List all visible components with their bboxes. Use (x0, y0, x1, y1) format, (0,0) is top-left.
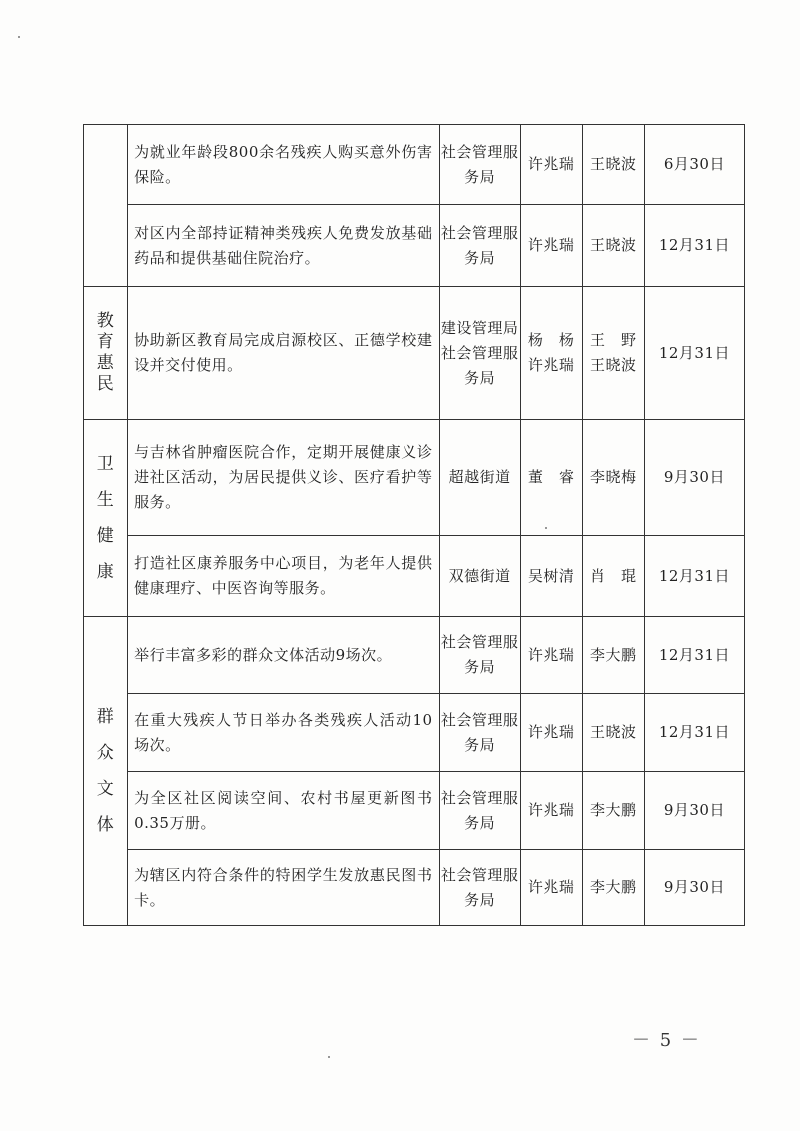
unit-cell (439, 772, 520, 850)
table-row (84, 125, 745, 205)
unit-label: 超越街道 (448, 468, 511, 486)
unit-cell (439, 205, 520, 287)
unit-label: 社会管理服务局 (440, 865, 519, 909)
table-row (84, 850, 745, 926)
page-number: － 5 － (632, 1030, 701, 1051)
deadline-cell: 12月31日 (644, 694, 744, 772)
leader-cell (520, 694, 582, 772)
table-row (84, 536, 745, 617)
unit-cell (439, 617, 520, 694)
leader-name: 许兆瑞 (527, 155, 575, 173)
deadline-cell: 12月31日 (644, 617, 744, 694)
leader-cell (520, 125, 582, 205)
category-label: 教育惠民 (96, 311, 115, 394)
task-cell: 协助新区教育局完成启源校区、正德学校建设并交付使用。 (128, 287, 439, 420)
leader-cell (520, 420, 582, 536)
task-cell: 举行丰富多彩的群众文体活动9场次。 (128, 617, 439, 694)
owner-name: 李大鹏 (590, 801, 637, 819)
unit-label: 双德街道 (448, 566, 511, 585)
task-cell: 对区内全部持证精神类残疾人免费发放基础药品和提供基础住院治疗。 (128, 205, 439, 287)
task-cell: 与吉林省肿瘤医院合作，定期开展健康义诊进社区活动，为居民提供义诊、医疗看护等服务。 (128, 420, 439, 536)
owner-cell (582, 536, 644, 617)
category-cell (84, 125, 128, 287)
unit-cell (439, 420, 520, 536)
deadline-cell: 12月31日 (644, 205, 744, 287)
deadline-cell: 12月31日 (644, 287, 744, 420)
leader-name: 许兆瑞 (527, 801, 575, 819)
table-row (84, 420, 745, 536)
unit-label: 社会管理服务局 (440, 142, 519, 186)
unit-label: 建设管理局社会管理服务局 (440, 318, 519, 387)
table-row (84, 772, 745, 850)
category-label: 卫生健康 (96, 454, 115, 582)
category-label: 群众文体 (96, 707, 115, 835)
leader-name: 许兆瑞 (527, 878, 575, 896)
scan-speck (545, 527, 547, 529)
table-row (84, 287, 745, 420)
deadline-cell: 6月30日 (644, 125, 744, 205)
category-cell (84, 617, 128, 926)
category-cell (84, 420, 128, 617)
owner-cell (582, 694, 644, 772)
leader-cell (520, 772, 582, 850)
leader-cell (520, 287, 582, 420)
leader-name: 吴树清 (527, 566, 575, 585)
owner-name: 王晓波 (590, 723, 637, 741)
leader-name: 许兆瑞 (527, 356, 575, 374)
owner-cell (582, 420, 644, 536)
unit-label: 社会管理服务局 (440, 633, 519, 676)
unit-cell (439, 287, 520, 420)
owner-name: 王晓波 (590, 155, 637, 173)
leader-cell (520, 536, 582, 617)
leader-cell (520, 205, 582, 287)
leader-name: 许兆瑞 (527, 236, 575, 254)
unit-label: 社会管理服务局 (440, 788, 519, 832)
unit-label: 社会管理服务局 (440, 223, 519, 267)
leader-name: 董 睿 (527, 468, 575, 486)
table-row (84, 205, 745, 287)
owner-name: 李大鹏 (590, 645, 637, 664)
owner-name: 王 野 (590, 331, 637, 349)
owner-cell (582, 772, 644, 850)
unit-cell (439, 694, 520, 772)
unit-cell (439, 125, 520, 205)
unit-label: 社会管理服务局 (440, 710, 519, 754)
table-row (84, 617, 745, 694)
scan-speck (328, 1056, 330, 1058)
task-cell: 为就业年龄段800余名残疾人购买意外伤害保险。 (128, 125, 439, 205)
owner-cell (582, 850, 644, 926)
task-cell: 为辖区内符合条件的特困学生发放惠民图书卡。 (128, 850, 439, 926)
deadline-cell: 9月30日 (644, 850, 744, 926)
leader-name: 杨 杨 (527, 331, 575, 349)
owner-name: 肖 琨 (590, 566, 637, 585)
task-cell: 在重大残疾人节日举办各类残疾人活动10场次。 (128, 694, 439, 772)
owner-name: 李大鹏 (590, 878, 637, 896)
task-cell: 为全区社区阅读空间、农村书屋更新图书0.35万册。 (128, 772, 439, 850)
leader-cell (520, 850, 582, 926)
task-cell: 打造社区康养服务中心项目，为老年人提供健康理疗、中医咨询等服务。 (128, 536, 439, 617)
owner-cell (582, 205, 644, 287)
leader-name: 许兆瑞 (527, 723, 575, 741)
owner-name: 王晓波 (590, 356, 637, 374)
unit-cell (439, 536, 520, 617)
category-cell (84, 287, 128, 420)
unit-cell (439, 850, 520, 926)
deadline-cell: 12月31日 (644, 536, 744, 617)
owner-cell (582, 287, 644, 420)
owner-cell (582, 125, 644, 205)
owner-name: 李晓梅 (590, 468, 637, 486)
deadline-cell: 9月30日 (644, 772, 744, 850)
owner-name: 王晓波 (590, 236, 637, 254)
owner-cell (582, 617, 644, 694)
scan-speck (18, 36, 20, 38)
table-row (84, 694, 745, 772)
leader-name: 许兆瑞 (527, 645, 575, 664)
leader-cell (520, 617, 582, 694)
task-table (83, 124, 745, 926)
deadline-cell: 9月30日 (644, 420, 744, 536)
